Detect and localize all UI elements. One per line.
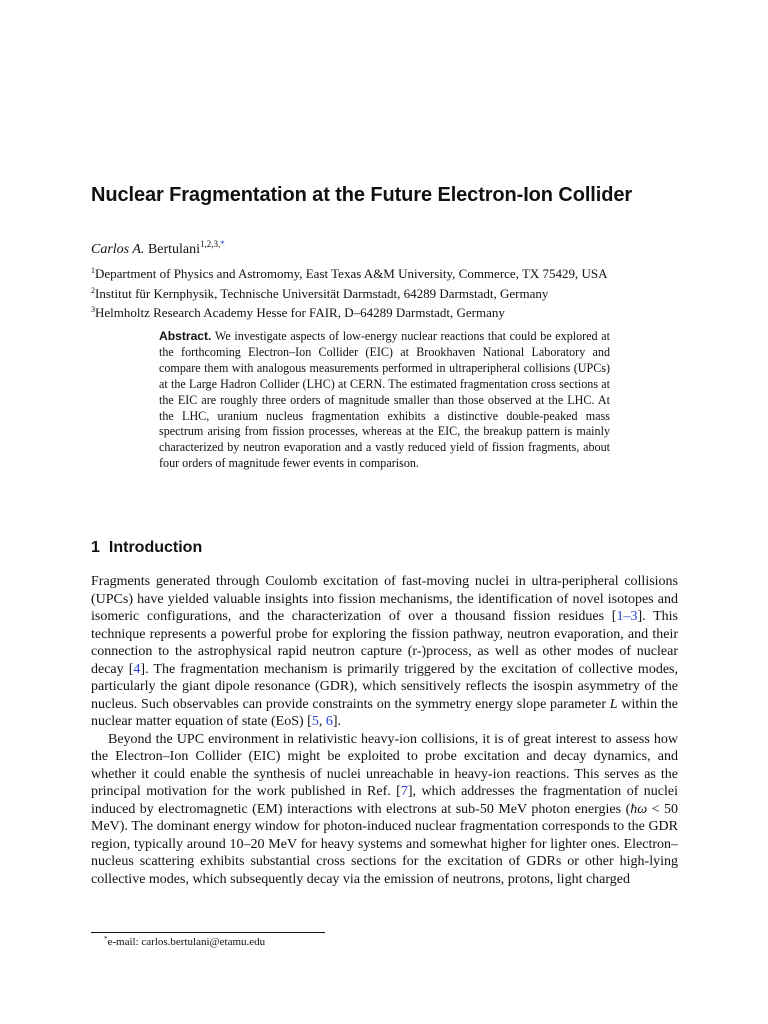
citation-link[interactable]: 7 — [400, 784, 408, 799]
footnote-mark: * — [104, 935, 108, 943]
author-line — [91, 239, 225, 258]
citation-link[interactable]: 5 — [311, 714, 319, 729]
symbol-L: L — [609, 696, 618, 712]
citation-link[interactable]: 4 — [133, 661, 141, 677]
abstract-label: Abstract. — [159, 329, 212, 343]
footnote-email: e-mail: carlos.bertulani@etamu.edu — [107, 936, 266, 948]
citation-link[interactable]: 6 — [325, 714, 333, 729]
citation-link[interactable]: 1–3 — [616, 609, 638, 624]
abstract-text: We investigate aspects of low-energy nuclear reactions that could be explored at the forthcoming Electron–Ion Collider (EIC) at Brookhaven National Laboratory and compare them with analogous measurements performed in ultraperipheral collisions (UPCs) at the Large Hadron Collider (LHC) at CERN. The estimated fragmentation cross sections at the EIC are roughly three orders of magnitude smaller than those observed at the LHC. At the LHC, uranium nucleus fragmentation exhibits a distinctive double-peaked mass spectrum arising from fission processes, whereas at the EIC, the breakup pattern is mainly characterized by neutron evaporation and a vastly reduced yield of fission fragments, about four orders of magnitude fewer events in comparison. — [159, 329, 610, 471]
section-number: 1 — [91, 539, 100, 556]
footnote-divider — [91, 932, 325, 933]
paragraph-1: Fragments generated through Coulomb excitation of fast-moving nuclei in ultra-peripheral collisions (UPCs) have yielded valuable insights into fission mechanisms, the identification of novel isotopes and isomeric configurations, and the characterization of over a thousand fission residues [1–3]. This technique represents a powerful probe for exploring the fission pathway, neutron evaporation, and their connection to the astrophysical rapid neutron capture (r-)process, as well as other modes of nuclear decay [4]. The fragmentation mechanism is primarily triggered by the excitation of collective modes, particularly the giant dipole resonance (GDR), which sensitively reflects the isospin asymmetry of the nucleus. Such observables can provide constraints on the symmetry energy slope parameter L within the nuclear matter equation of state (EoS) [5, 6]. — [91, 574, 678, 729]
affiliations — [91, 263, 608, 322]
affiliation-3: $^3$Helmholtz Research Academy Hesse for FAIR, D–64289 Darmstadt, Germany — [91, 305, 505, 321]
body-text — [91, 573, 678, 888]
section-title: Introduction — [108, 539, 203, 556]
paper-title: Nuclear Fragmentation at the Future Electron-Ion Collider — [91, 184, 633, 206]
author-last-name: Bertulani — [147, 242, 201, 257]
abstract — [159, 329, 610, 472]
symbol-hbar-omega: ħω — [630, 801, 648, 817]
paragraph-2: Beyond the UPC environment in relativistic heavy-ion collisions, it is of great interest to assess how the Electron–Ion Collider (EIC) might be exploited to probe excitation and decay dynamics, and whether it could enable the synthesis of nuclei unreachable in heavy-ion reactions. This serves as the principal motivation for the work published in Ref. [7], which addresses the fragmentation of nuclei induced by electromagnetic (EM) interactions with electrons at sub-50 MeV photon energies (ħω < 50 MeV). The dominant energy window for photon-induced nuclear fragmentation corresponds to the GDR region, typically around 10–20 MeV for heavy systems and somewhat higher for lighter ones. Electron–nucleus scattering exhibits substantial cross sections for the excitation of GDRs or other high-lying collective modes, which subsequently decay via the emission of neutrons, protons, light charged — [91, 731, 678, 887]
footnote — [104, 935, 265, 948]
affiliation-1: $^1$Department of Physics and Astromomy, East Texas A&M University, Commerce, TX 75429, USA — [91, 266, 608, 281]
author-affiliation-marks: 1,2,3, — [200, 239, 221, 249]
author-first-name: Carlos A. — [91, 242, 145, 257]
section-heading — [91, 539, 202, 557]
affiliation-2: $^2$Institut für Kernphysik, Technische Universität Darmstadt, 64289 Darmstadt, Germany — [91, 285, 549, 301]
corresponding-author-link[interactable]: * — [220, 239, 225, 249]
